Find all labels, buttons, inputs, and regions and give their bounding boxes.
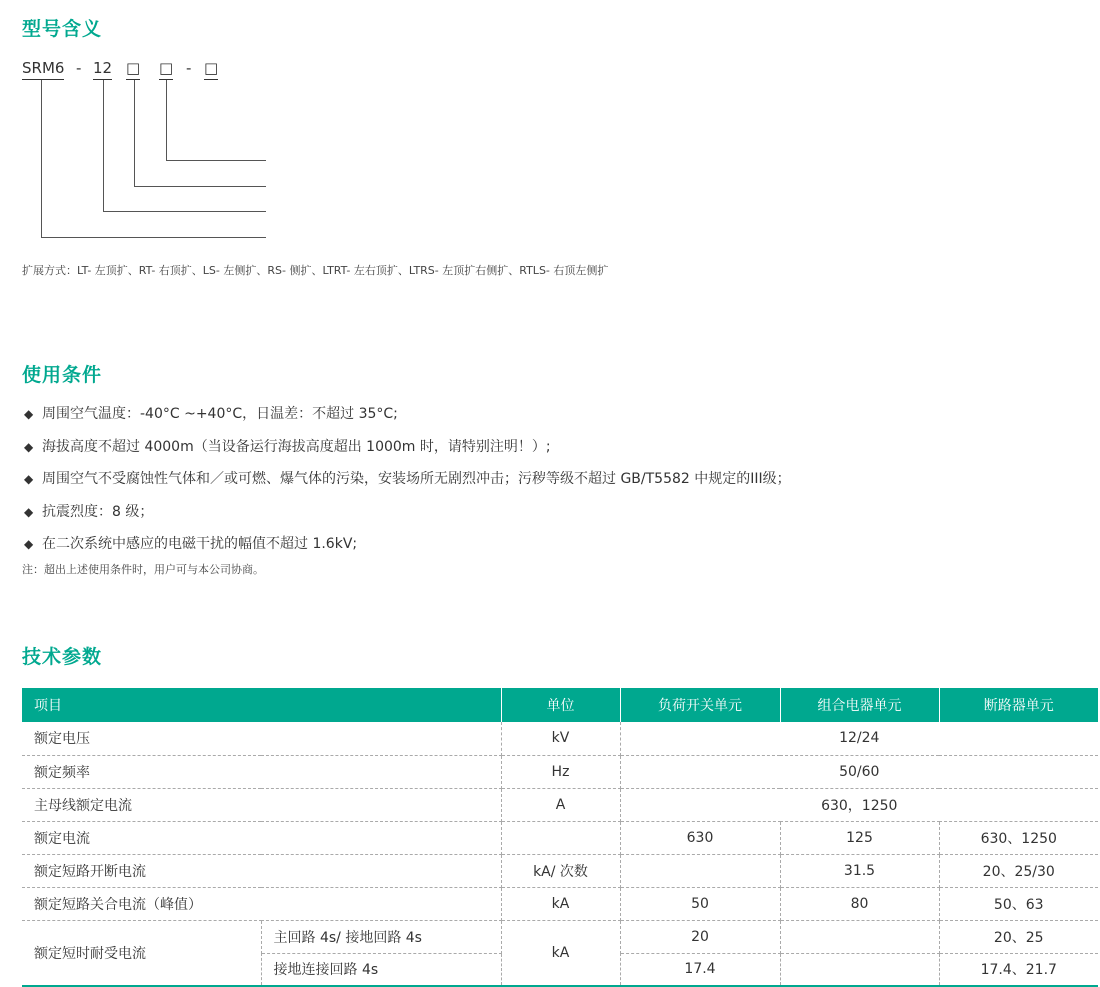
code-dash-2: - — [186, 59, 192, 77]
tech-params-table — [22, 688, 1098, 987]
diamond-bullet-icon: ◆ — [24, 472, 34, 486]
condition-item: ◆ 在二次系统中感应的电磁干扰的幅值不超过 1.6kV; — [24, 532, 791, 565]
section-title-tech: 技术参数 — [22, 646, 103, 668]
section-title-conditions: 使用条件 — [22, 364, 103, 386]
condition-item: ◆ 周围空气温度：-40°C ~+40°C，日温差：不超过 35°C; — [24, 402, 791, 435]
expansion-note: 扩展方式：LT- 左顶扩、RT- 右顶扩、LS- 左侧扩、RS- 侧扩、LTRT- 左右顶扩、LTRS- 左顶扩右侧扩、RTLS- 右顶左侧扩 — [22, 264, 609, 277]
header-unit: 单位 — [501, 688, 620, 722]
condition-item: ◆ 周围空气不受腐蚀性气体和／或可燃、爆气体的污染，安装场所无剧烈冲击；污秽等级不超过 GB/T5582 中规定的III级； — [24, 467, 791, 500]
code-placeholder-2: □ — [159, 58, 173, 80]
code-series: SRM6 — [22, 58, 64, 80]
header-breaker-unit: 断路器单元 — [939, 688, 1098, 722]
table-row: 额定电压 kV 12/24 — [22, 722, 1098, 755]
diamond-bullet-icon: ◆ — [24, 537, 34, 551]
code-placeholder-3: □ — [204, 58, 218, 80]
header-item: 项目 — [22, 688, 501, 722]
table-row: 额定短路关合电流（峰值） kA 50 80 50、63 — [22, 887, 1098, 920]
table-row: 额定短路开断电流 kA/ 次数 31.5 20、25/30 — [22, 854, 1098, 887]
condition-item: ◆ 抗震烈度：8 级； — [24, 500, 791, 533]
code-voltage: 12 — [93, 58, 112, 80]
code-placeholder-1: □ — [126, 58, 140, 80]
table-row: 额定频率 Hz 50/60 — [22, 755, 1098, 788]
diamond-bullet-icon: ◆ — [24, 407, 34, 421]
header-combo-unit: 组合电器单元 — [780, 688, 939, 722]
condition-item: ◆ 海拔高度不超过 4000m（当设备运行海拔高度超出 1000m 时，请特别注明！）; — [24, 435, 791, 468]
section-title-model: 型号含义 — [22, 18, 103, 40]
table-row: 额定短时耐受电流 主回路 4s/ 接地回路 4s kA 20 20、25 — [22, 920, 1098, 953]
code-dash: - — [76, 59, 82, 77]
table-row: 接地连接回路 4s 17.4 17.4、21.7 — [22, 953, 1098, 986]
diamond-bullet-icon: ◆ — [24, 504, 34, 519]
conditions-note: 注：超出上述使用条件时，用户可与本公司协商。 — [22, 563, 264, 576]
header-load-switch: 负荷开关单元 — [620, 688, 780, 722]
conditions-list — [24, 402, 791, 565]
table-row: 额定电流 630 125 630、1250 — [22, 821, 1098, 854]
table-header-row — [22, 688, 1098, 722]
diamond-bullet-icon: ◆ — [24, 439, 34, 454]
table-row: 主母线额定电流 A 630，1250 — [22, 788, 1098, 821]
